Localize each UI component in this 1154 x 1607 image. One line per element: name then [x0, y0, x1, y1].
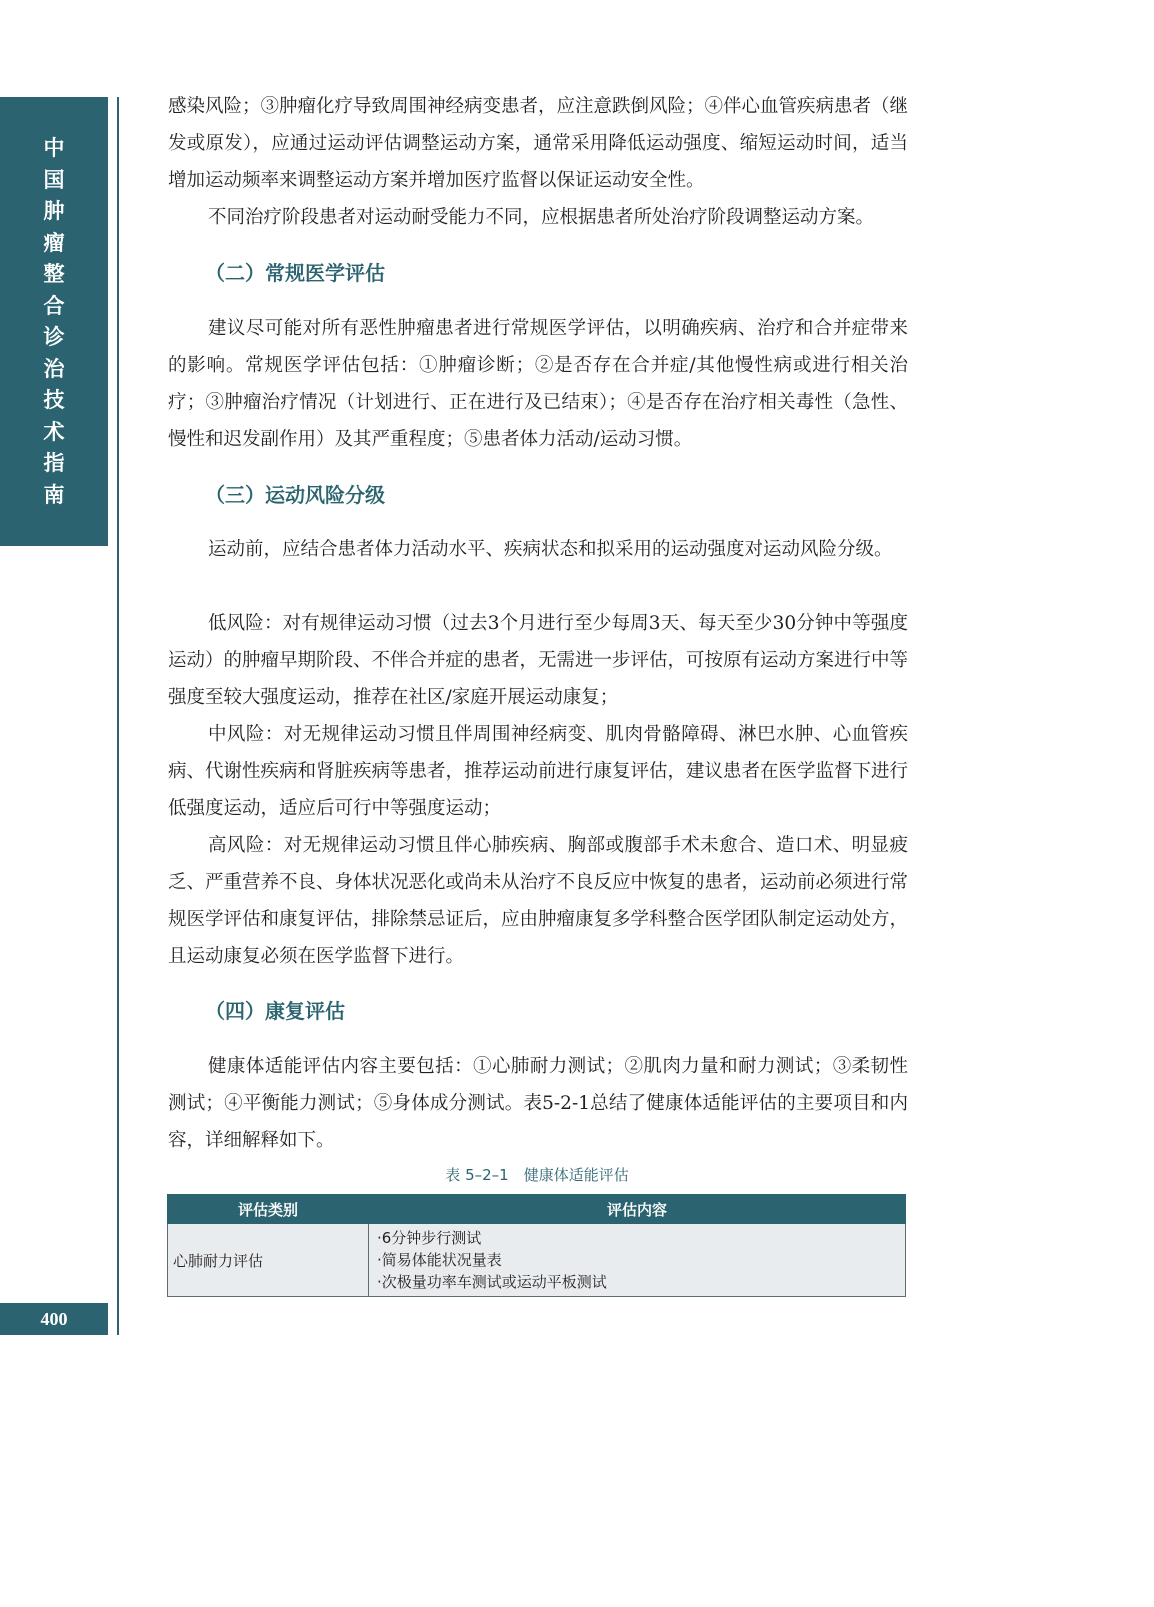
paragraph-risk-continuation: 感染风险；③肿瘤化疗导致周围神经病变患者，应注意跌倒风险；④伴心血管疾病患者（继发或原发），应通过运动评估调整运动方案，通常采用降低运动强度、缩短运动时间，适当增加运动频率来调整运动方案并增加医疗监督以保证运动安全性。: [168, 96, 909, 191]
list-item: ·6分钟步行测试: [377, 1229, 482, 1247]
list-item: ·简易体能状况量表: [377, 1251, 502, 1269]
paragraph-low-risk: 低风险：对有规律运动习惯（过去3个月进行至少每周3天、每天至少30分钟中等强度运动）的肿瘤早期阶段、不伴合并症的患者，无需进一步评估，可按原有运动方案进行中等强度至较大强度运动，推荐在社区/家庭开展运动康复；: [168, 613, 909, 708]
table-cell-items: [369, 1224, 906, 1297]
fitness-assessment-table: [167, 1194, 906, 1297]
paragraph-risk-intro: 运动前，应结合患者体力活动水平、疾病状态和拟采用的运动强度对运动风险分级。: [208, 539, 893, 560]
book-title-char: 南: [43, 482, 65, 507]
book-title-char: 指: [43, 451, 65, 475]
book-title-char: 术: [43, 419, 65, 444]
book-title-char: 瘤: [43, 230, 65, 255]
book-title-char: 诊: [43, 325, 65, 349]
table-cell-category: 心肺耐力评估: [168, 1224, 369, 1297]
book-title-char: 肿: [43, 199, 65, 223]
section-heading-risk-grading: （三）运动风险分级: [205, 483, 385, 507]
section-heading-medical-assessment: （二）常规医学评估: [205, 261, 385, 285]
book-title-char: 整: [43, 262, 65, 286]
table-row: [168, 1224, 906, 1297]
table-caption: 表 5–2–1 健康体适能评估: [445, 1166, 629, 1184]
list-item: ·次极量功率车测试或运动平板测试: [377, 1273, 607, 1291]
book-title-char: 技: [43, 388, 65, 412]
book-title-char: 国: [43, 167, 65, 192]
paragraph-treatment-stage: 不同治疗阶段患者对运动耐受能力不同，应根据患者所处治疗阶段调整运动方案。: [208, 207, 875, 228]
page-number: 400: [0, 1303, 108, 1335]
paragraph-high-risk: 高风险：对无规律运动习惯且伴心肺疾病、胸部或腹部手术未愈合、造口术、明显疲乏、严重营养不良、身体状况恶化或尚未从治疗不良反应中恢复的患者，运动前必须进行常规医学评估和康复评估，排除禁忌证后，应由肿瘤康复多学科整合医学团队制定运动处方，且运动康复必须在医学监督下进行。: [168, 835, 909, 967]
book-title-char: 中: [43, 136, 65, 160]
book-title-vertical: [0, 133, 108, 511]
section-heading-rehab-assessment: （四）康复评估: [205, 999, 345, 1023]
column-header-category: 评估类别: [168, 1195, 369, 1224]
paragraph-fitness-assessment: 健康体适能评估内容主要包括：①心肺耐力测试；②肌肉力量和耐力测试；③柔韧性测试；④平衡能力测试；⑤身体成分测试。表5-2-1总结了健康体适能评估的主要项目和内容，详细解释如下。: [168, 1056, 908, 1151]
margin-rule: [117, 97, 119, 1335]
table-header-row: [168, 1195, 906, 1224]
paragraph-medical-assessment: 建议尽可能对所有恶性肿瘤患者进行常规医学评估，以明确疾病、治疗和合并症带来的影响。常规医学评估包括：①肿瘤诊断；②是否存在合并症/其他慢性病或进行相关治疗；③肿瘤治疗情况（计划进行、正在进行及已结束）；④是否存在治疗相关毒性（急性、慢性和迟发副作用）及其严重程度；⑤患者体力活动/运动习惯。: [168, 318, 908, 450]
book-title-char: 合: [43, 293, 65, 318]
paragraph-medium-risk: 中风险：对无规律运动习惯且伴周围神经病变、肌肉骨骼障碍、淋巴水肿、心血管疾病、代谢性疾病和肾脏疾病等患者，推荐运动前进行康复评估，建议患者在医学监督下进行低强度运动，适应后可行中等强度运动；: [168, 724, 909, 819]
column-header-content: 评估内容: [369, 1195, 906, 1224]
book-title-char: 治: [43, 356, 65, 381]
